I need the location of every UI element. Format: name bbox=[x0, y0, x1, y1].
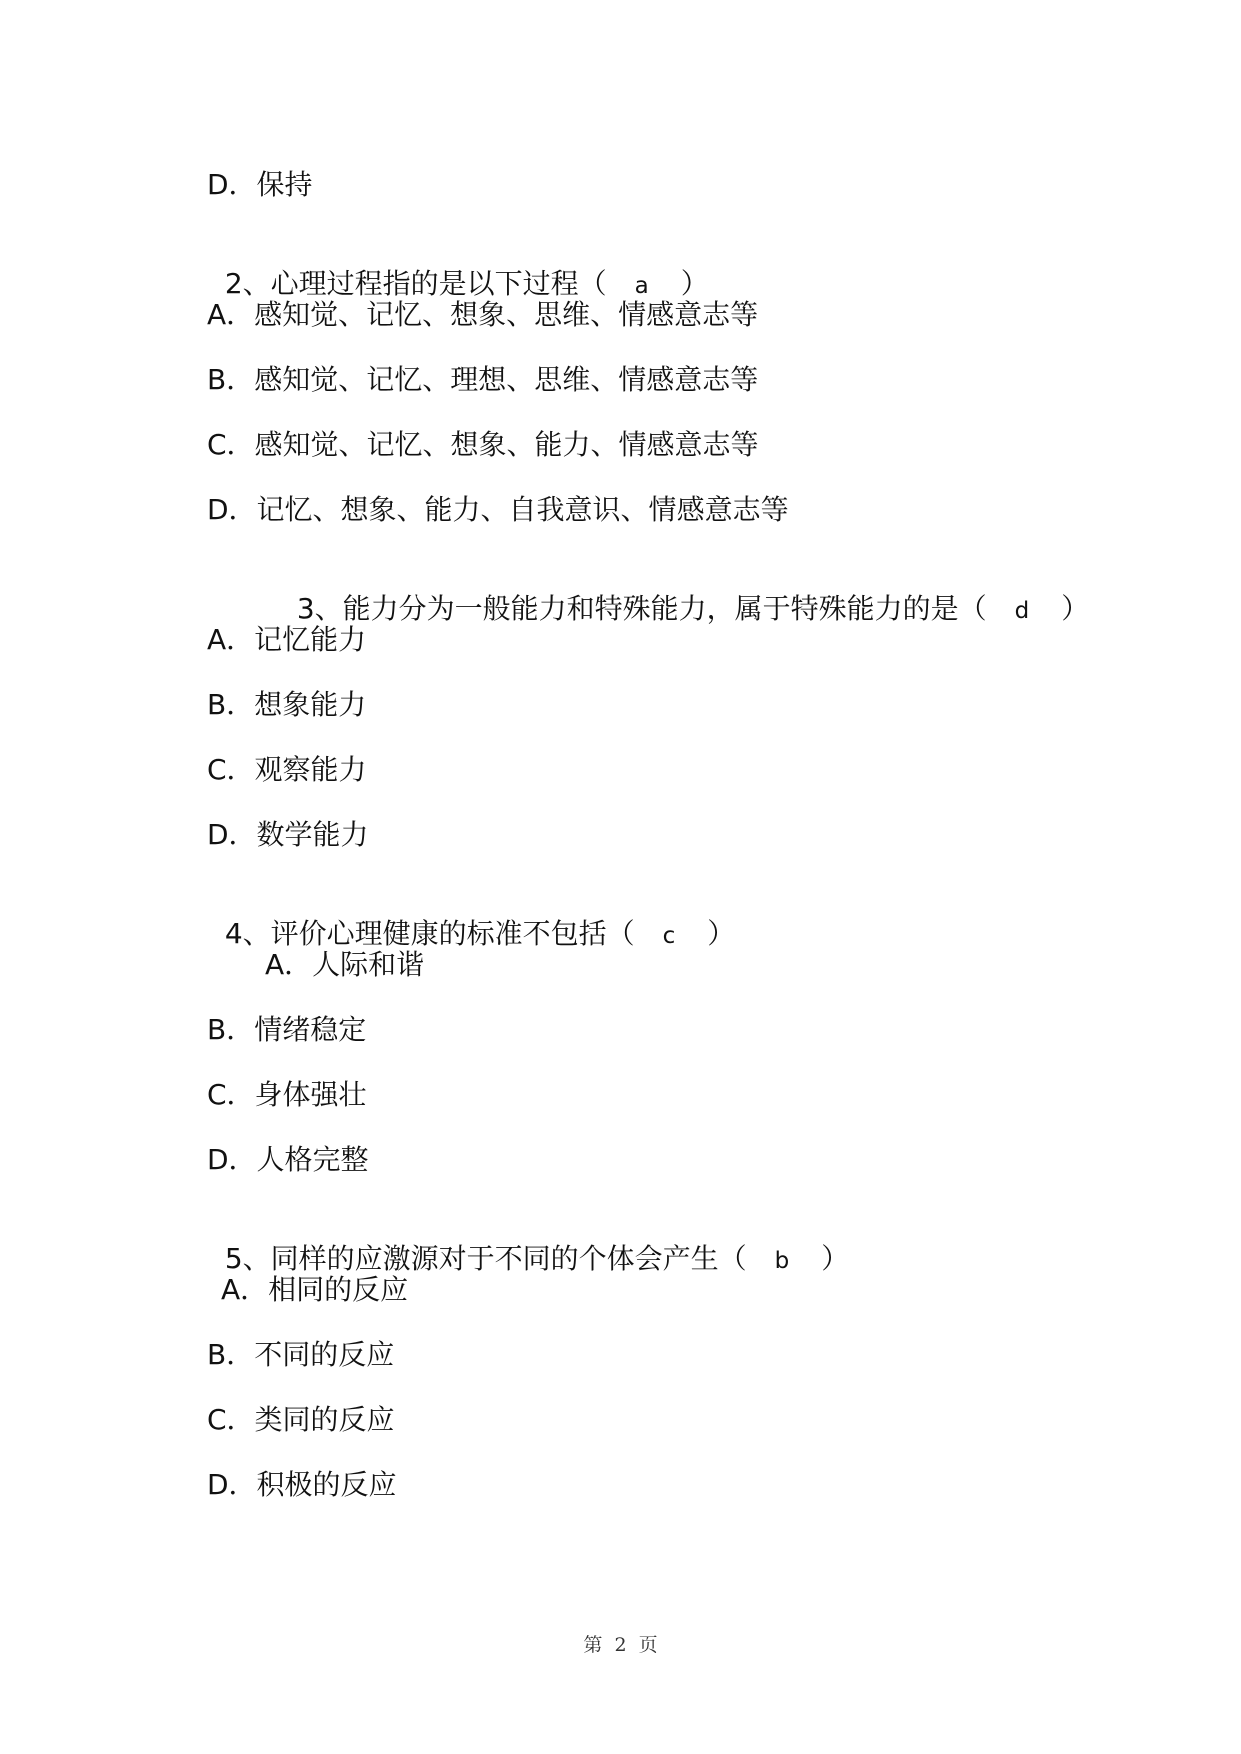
q2-option-b: B．感知觉、记忆、理想、思维、情感意志等 bbox=[207, 363, 759, 396]
q5-option-d: D．积极的反应 bbox=[207, 1468, 397, 1501]
q3-option-c: C．观察能力 bbox=[207, 753, 367, 786]
q4-option-a: A．人际和谐 bbox=[265, 948, 425, 981]
q5-stem: 5、同样的应激源对于不同的个体会产生（ bbox=[224, 1242, 747, 1275]
page-number: 第 2 页 bbox=[583, 1634, 658, 1656]
q3-option-b: B．想象能力 bbox=[207, 688, 367, 721]
q2-option-a: A．感知觉、记忆、想象、思维、情感意志等 bbox=[207, 298, 759, 331]
q4-stem: 4、评价心理健康的标准不包括（ bbox=[224, 917, 635, 950]
q2-close-paren: ） bbox=[680, 267, 709, 300]
q4-option-b: B．情绪稳定 bbox=[207, 1013, 367, 1046]
q4-close-paren: ） bbox=[707, 917, 736, 950]
q4-stem-line bbox=[207, 883, 735, 953]
q4-option-d: D．人格完整 bbox=[207, 1143, 369, 1176]
q5-option-a: A．相同的反应 bbox=[221, 1273, 409, 1306]
q3-stem-line bbox=[279, 558, 1089, 628]
q2-answer: a bbox=[634, 273, 649, 299]
q2-option-d: D．记忆、想象、能力、自我意识、情感意志等 bbox=[207, 493, 789, 526]
q1-option-d: D．保持 bbox=[207, 168, 313, 201]
q3-option-d: D．数学能力 bbox=[207, 818, 369, 851]
q5-option-b: B．不同的反应 bbox=[207, 1338, 395, 1371]
q2-option-c: C．感知觉、记忆、想象、能力、情感意志等 bbox=[207, 428, 759, 461]
q2-stem: 2、心理过程指的是以下过程（ bbox=[224, 267, 607, 300]
q3-stem: 3、能力分为一般能力和特殊能力，属于特殊能力的是（ bbox=[296, 592, 987, 625]
q5-option-c: C．类同的反应 bbox=[207, 1403, 395, 1436]
q4-option-c: C．身体强壮 bbox=[207, 1078, 367, 1111]
q2-stem-line bbox=[207, 233, 709, 303]
q3-close-paren: ） bbox=[1061, 592, 1090, 625]
q5-answer: b bbox=[774, 1248, 790, 1274]
q5-close-paren: ） bbox=[821, 1242, 850, 1275]
q3-option-a: A．记忆能力 bbox=[207, 623, 367, 656]
q3-answer: d bbox=[1014, 598, 1030, 624]
q4-answer: c bbox=[662, 923, 676, 949]
q5-stem-line bbox=[207, 1208, 849, 1278]
